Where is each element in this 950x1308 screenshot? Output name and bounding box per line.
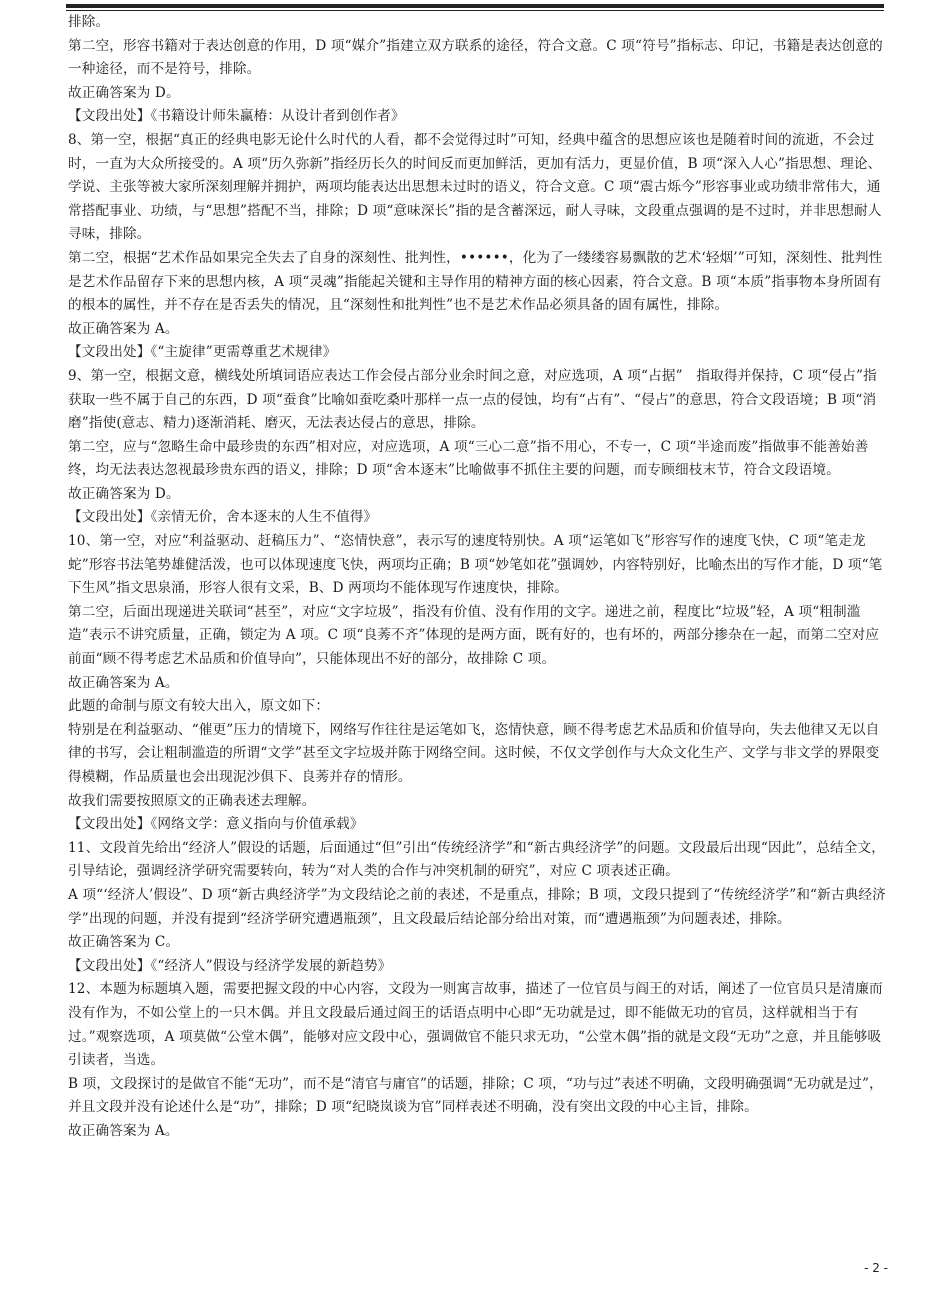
paragraph: 故正确答案为 D。 xyxy=(68,485,180,502)
paragraph: 12、本题为标题填入题，需要把握文段的中心内容，文段为一则寓言故事，描述了一位官员与阎王的对话，阐述了一位官员只是清廉而没有作为，不如公堂上的一只木偶。并且文段最后通过阎王的话语点明中心即“无功就是过，即不能做无功的官员，这样就相当于有过。”观察选项，A 项莫做“公堂木偶”，能够对应文段中心，强调做官不能只求无功，“公堂木偶”指的就是文段“无功”之意，并且能够吸引读者，当选。 xyxy=(68,981,883,1069)
paragraph: 第二空，后面出现递进关联词“甚至”，对应“文字垃圾”，指没有价值、没有作用的文字。递进之前，程度比“垃圾”轻，A 项“粗制滥造”表示不讲究质量，正确，锁定为 A 项。C 项“良莠不齐”体现的是两方面，既有好的，也有坏的，两部分掺杂在一起，而第二空对应前面“顾不得考虑艺术品质和价值导向”，只能体现出不好的部分，故排除 C 项。 xyxy=(68,603,880,668)
paragraph: 故正确答案为 A。 xyxy=(68,674,179,691)
paragraph: B 项，文段探讨的是做官不能“无功”，而不是“清官与庸官”的话题，排除；C 项，“功与过”表述不明确，文段明确强调“无功就是过”，并且文段并没有论述什么是“功”，排除；D 项“纪晓岚谈为官”同样表述不明确，没有突出文段的中心主旨，排除。 xyxy=(68,1075,883,1116)
paragraph: 故正确答案为 C。 xyxy=(68,934,180,951)
source-line: 【文段出处】《书籍设计师朱赢椿：从设计者到创作者》 xyxy=(68,108,405,125)
paragraph: 故正确答案为 A。 xyxy=(68,1122,179,1139)
paragraph: 8、第一空，根据“真正的经典电影无论什么时代的人看，都不会觉得过时”可知，经典中蕴含的思想应该也是随着时间的流逝，不会过时，一直为大众所接受的。A 项“历久弥新”指经历长久的时间反而更加鲜活，更加有活力，更显价值，B 项“深入人心”指思想、理论、学说、主张等被大家所深刻理解并拥护，两项均能表达出思想未过时的语义，符合文意。C 项“震古烁今”形容事业或功绩非常伟大，通常搭配事业、功绩，与“思想”搭配不当，排除；D 项“意味深长”指的是含蓄深远，耐人寻味，文段重点强调的是不过时，并非思想耐人寻味，排除。 xyxy=(68,131,882,243)
source-line: 【文段出处】《“经济人”假设与经济学发展的新趋势》 xyxy=(68,957,392,974)
source-line: 【文段出处】《“主旋律”更需尊重艺术规律》 xyxy=(68,344,337,361)
source-line: 【文段出处】《网络文学：意义指向与价值承载》 xyxy=(68,816,364,833)
answer-explanation-body xyxy=(68,11,888,1144)
paragraph: 故正确答案为 D。 xyxy=(68,84,180,101)
paragraph: 第二空，根据“艺术作品如果完全失去了自身的深刻性、批判性，••••••，化为了一缕缕容易飘散的艺术‘轻烟’”可知，深刻性、批判性是艺术作品留存下来的思想内核，A 项“灵魂”指能起关键和主导作用的精神方面的核心因素，符合文意。B 项“本质”指事物本身所固有的根本的属性，并不存在是否丢失的情况，且“深刻性和批判性”也不是艺术作品必须具备的固有属性，排除。 xyxy=(68,249,883,314)
paragraph: 11、文段首先给出“经济人”假设的话题，后面通过“但”引出“传统经济学”和“新古典经济学”的问题。文段最后出现“因此”，总结全文，引导结论，强调经济学研究需要转向，转为“对人类的合作与冲突机制的研究”，对应 C 项表述正确。 xyxy=(68,839,886,880)
paragraph: 故我们需要按照原文的正确表述去理解。 xyxy=(68,792,316,809)
paragraph: 排除。 xyxy=(68,14,110,30)
paragraph: 第二空，形容书籍对于表达创意的作用，D 项“媒介”指建立双方联系的途径，符合文意。C 项“符号”指标志、印记，书籍是表达创意的一种途径，而不是符号，排除。 xyxy=(68,37,883,78)
source-line: 【文段出处】《亲情无价，舍本逐末的人生不值得》 xyxy=(68,509,378,526)
paragraph: A 项“‘经济人’假设”、D 项“新古典经济学”为文段结论之前的表述，不是重点，排除；B 项，文段只提到了“传统经济学”和“新古典经济学”出现的问题，并没有提到“经济学研究遭遇瓶颈”，且文段最后结论部分给出对策，而“遭遇瓶颈”为问题表述，排除。 xyxy=(68,886,886,927)
paragraph: 特别是在利益驱动、“催更”压力的情境下，网络写作往往是运笔如飞，恣情快意，顾不得考虑艺术品质和价值导向，失去他律又无以自律的书写，会让粗制滥造的所谓“文学”甚至文字垃圾并陈于网络空间。这时候，不仅文学创作与大众文化生产、文学与非文学的界限变得模糊，作品质量也会出现泥沙俱下、良莠并存的情形。 xyxy=(68,721,880,785)
paragraph: 第二空，应与“忽略生命中最珍贵的东西”相对应，对应选项，A 项“三心二意”指不用心，不专一，C 项“半途而废”指做事不能善始善终，均无法表达忽视最珍贵东西的语义，排除；D 项“舍本逐末”比喻做事不抓住主要的问题，而专顾细枝末节，符合文段语境。 xyxy=(68,438,869,479)
paragraph: 9、第一空，根据文意，横线处所填词语应表达工作会侵占部分业余时间之意，对应选项，A 项“占据” 指取得并保持，C 项“侵占”指获取一些不属于自己的东西，D 项“蚕食”比喻如蚕吃桑叶那样一点一点的侵蚀，均有“占有”、“侵占”的意思，符合文段语境；B 项“消磨”指使(意志、精力)逐渐消耗、磨灭，无法表达侵占的意思，排除。 xyxy=(68,367,877,432)
paragraph: 故正确答案为 A。 xyxy=(68,320,179,337)
paragraph: 10、第一空，对应“利益驱动、赶稿压力”、“恣情快意”，表示写的速度特别快。A 项“运笔如飞”形容写作的速度飞快，C 项“笔走龙蛇”形容书法笔势雄健活泼，也可以体现速度飞快，两项均正确；B 项“妙笔如花”强调妙，内容特别好，比喻杰出的写作才能，D 项“笔下生风”指文思泉涌，形容人很有文采，B、D 两项均不能体现写作速度快，排除。 xyxy=(68,533,883,597)
page-number: - 2 - xyxy=(864,1261,888,1275)
paragraph: 此题的命制与原文有较大出入，原文如下： xyxy=(68,698,330,715)
header-rule xyxy=(66,4,884,8)
